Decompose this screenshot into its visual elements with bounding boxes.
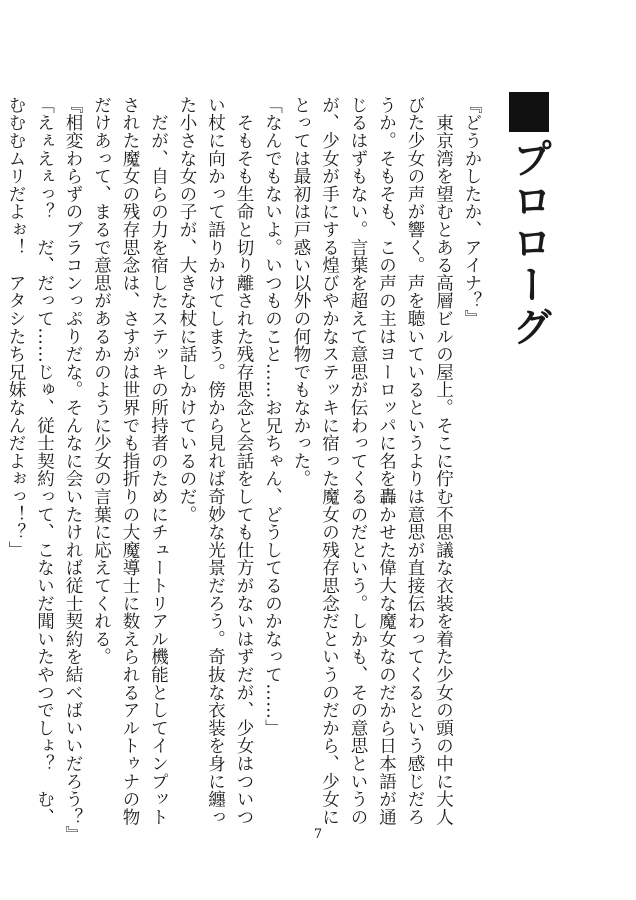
page-number: 7: [313, 827, 323, 842]
body-text: [6, 96, 486, 844]
text-line: びた少女の声が響く。声を聴いているというよりは意思が直接伝わってくるという感じだろ: [405, 96, 425, 826]
text-line: だけあって、まるで意思があるかのように少女の言葉に応えてくれる。: [91, 96, 112, 666]
chapter-title: プロローグ: [506, 138, 553, 348]
text-line: じるはずもない。言葉を超えて意思が伝わってくるのだという。しかも、その意思というの: [348, 96, 368, 826]
text-line: が、少女が手にする煌びやかなステッキに宿った魔女の残存思念だというのだから、少女に: [319, 96, 340, 826]
text-line: 「えぇえぇっ？ だ、だって……じゅ、従士契約って、こないだ聞いたやつでしょ？ む、: [34, 96, 55, 826]
text-line: い杖に向かって語りかけてしまう。傍から見れば奇妙な光景だろう。奇抜な衣装を身に纏っ: [205, 96, 226, 826]
text-line: 『相変わらずのブラコンっぷりだな。そんなに会いたければ従士契約を結べばいいだろう？』: [63, 96, 83, 844]
text-line: 『どうかしたか、アイナ？』: [462, 96, 482, 328]
text-line: された魔女の残存思念は、さすがは世界でも指折りの大魔導士に数えられるアルトゥナの物: [120, 96, 140, 826]
text-line: うか。そもそも、この声の主はヨーロッパに名を轟かせた偉大な魔女なのだから日本語が通: [376, 96, 397, 826]
chapter-heading: [506, 92, 553, 348]
text-line: とっては最初は戸惑い以外の何物でもなかった。: [291, 96, 311, 488]
text-line: 「なんでもないよ。いつものこと……お兄ちゃん、どうしてるのかなって……」: [262, 96, 283, 737]
text-line: た小さな女の子が、大きな杖に話しかけているのだ。: [177, 96, 197, 524]
text-line: 東京湾を望むとある高層ビルの屋上。そこに佇む不思議な衣装を着た少女の頭の中に大人: [433, 96, 454, 826]
black-square-icon: [509, 92, 549, 132]
text-line: だが、自らの力を宿したステッキの所持者のためにチュートリアル機能としてインプット: [148, 96, 169, 826]
text-line: そもそも生命と切り離された残存思念と会話をしても仕方がないはずだが、少女はついつ: [234, 96, 254, 826]
text-line: むむむムリだよぉ！ アタシたち兄妹なんだよぉっ！？」: [6, 96, 26, 559]
